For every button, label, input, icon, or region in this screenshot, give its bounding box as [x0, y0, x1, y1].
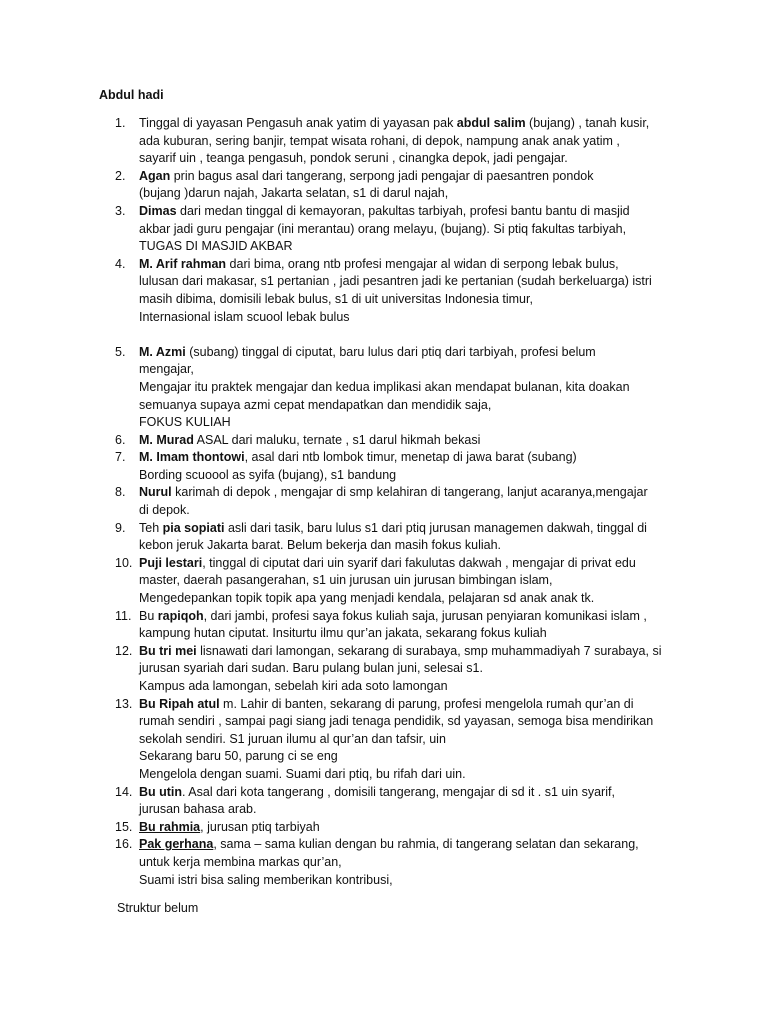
document-title: Abdul hadi — [99, 88, 164, 102]
list-item-line: jurusan syariah dari sudan. Baru pulang bulan juni, selesai s1. — [139, 661, 483, 676]
person-name: pia sopiati — [162, 520, 225, 535]
list-item-line: Agan prin bagus asal dari tangerang, serpong jadi pengajar di paesantren pondok — [139, 168, 594, 183]
list-item-line: semuanya supaya azmi cepat mendapatkan dan mendidik saja, — [139, 397, 492, 412]
list-item-line: Sekarang baru 50, parung ci se eng — [139, 749, 338, 764]
list-item-number: 15. — [115, 819, 133, 834]
list-item — [99, 608, 679, 643]
person-name: M. Arif rahman — [139, 256, 227, 271]
list-item — [99, 555, 679, 608]
list-item-line: M. Azmi (subang) tinggal di ciputat, baru lulus dari ptiq dari tarbiyah, profesi belum — [139, 344, 596, 359]
person-name: Nurul — [139, 485, 172, 500]
list-item — [99, 168, 679, 203]
list-item-line: M. Murad ASAL dari maluku, ternate , s1 darul hikmah bekasi — [139, 432, 481, 447]
list-item — [99, 643, 679, 696]
list-item-number: 8. — [115, 485, 126, 500]
list-item-number: 5. — [115, 344, 126, 359]
person-name: M. Murad — [139, 432, 194, 447]
person-name: abdul salim — [456, 116, 526, 130]
list-item-line: Bu rahmia, jurusan ptiq tarbiyah — [139, 819, 320, 834]
list-item-number: 12. — [115, 643, 133, 658]
list-item — [99, 344, 679, 432]
list-item-line: M. Imam thontowi, asal dari ntb lombok timur, menetap di jawa barat (subang) — [139, 450, 577, 465]
list-item-number: 16. — [115, 837, 133, 852]
list-item-line: FOKUS KULIAH — [139, 415, 231, 430]
list-item — [99, 203, 679, 256]
list-item-line: kebon jeruk Jakarta barat. Belum bekerja dan masih fokus kuliah. — [139, 538, 501, 553]
list-item-number: 2. — [115, 168, 126, 183]
list-item-number: 13. — [115, 696, 133, 711]
person-name-underlined: Pak gerhana — [139, 837, 214, 852]
person-name-underlined: Bu rahmia — [139, 819, 201, 834]
list-item-line: master, daerah pasangerahan, s1 uin jurusan uin jurusan bimbingan islam, — [139, 573, 553, 588]
list-item-number: 11. — [115, 608, 132, 623]
list-item-line: TUGAS DI MASJID AKBAR — [139, 239, 293, 254]
list-item-number: 7. — [115, 450, 126, 465]
list-item-line: Tinggal di yayasan Pengasuh anak yatim di yayasan pak abdul salim (bujang) , tanah kusir, — [139, 116, 650, 130]
list-item-line: Internasional islam scuool lebak bulus — [139, 309, 350, 324]
list-item-line: Mengajar itu praktek mengajar dan kedua implikasi akan mendapat bulanan, kita doakan — [139, 379, 630, 394]
list-item-line: untuk kerja membina markas qur’an, — [139, 854, 342, 869]
list-item-number: 9. — [115, 520, 126, 535]
list-item — [99, 484, 679, 519]
list-item — [99, 256, 679, 344]
person-name: M. Imam thontowi — [139, 450, 245, 465]
list-item-line: Puji lestari, tinggal di ciputat dari uin syarif dari fakulutas dakwah , mengajar di privat edu — [139, 555, 636, 570]
list-item-line: jurusan bahasa arab. — [139, 802, 257, 817]
list-item-number: 1. — [115, 116, 126, 130]
list-item-number: 3. — [115, 203, 126, 218]
list-item-line: di depok. — [139, 503, 190, 518]
footer-note: Struktur belum — [117, 901, 199, 915]
person-name: Bu Ripah atul — [139, 696, 220, 711]
list-item-line: Mengelola dengan suami. Suami dari ptiq, bu rifah dari uin. — [139, 766, 466, 781]
list-item-line: Suami istri bisa saling memberikan kontribusi, — [139, 872, 393, 887]
person-name: Agan — [139, 168, 171, 183]
list-item-line: Kampus ada lamongan, sebelah kiri ada soto lamongan — [139, 679, 448, 693]
list-item — [99, 784, 679, 819]
person-name: Bu utin — [139, 784, 183, 799]
list-item-line: Nurul karimah di depok , mengajar di smp kelahiran di tangerang, lanjut acaranya,mengajar — [139, 485, 648, 500]
list-item-line: Pak gerhana, sama – sama kulian dengan bu rahmia, di tangerang selatan dan sekarang, — [139, 837, 639, 852]
list-item-line: kampung hutan ciputat. Insiturtu ilmu qur’an jakata, sekarang fokus kuliah — [139, 626, 547, 641]
list-item — [99, 432, 679, 450]
list-item-line: Bu utin. Asal dari kota tangerang , domisili tangerang, mengajar di sd it . s1 uin syarif, — [139, 784, 615, 799]
person-name: rapiqoh — [157, 608, 204, 623]
list-item-line: Dimas dari medan tinggal di kemayoran, pakultas tarbiyah, profesi bantu bantu di masjid — [139, 203, 630, 218]
list-item-line: mengajar, — [139, 362, 194, 377]
person-name: Puji lestari — [139, 555, 203, 570]
person-name: Dimas — [139, 203, 177, 218]
list-item — [99, 115, 679, 168]
person-name: M. Azmi — [139, 344, 186, 359]
list-item-line: Bu tri mei lisnawati dari lamongan, sekarang di surabaya, smp muhammadiyah 7 surabaya, si — [139, 643, 662, 658]
list-item-line: Bording scuoool as syifa (bujang), s1 bandung — [139, 467, 397, 482]
list-item-line: lulusan dari makasar, s1 pertanian , jadi pesantren jadi ke pertanian (sudah berkeluarga) istri — [139, 274, 652, 289]
blank-line — [139, 326, 679, 344]
numbered-list — [99, 115, 679, 889]
list-item-line: sayarif uin , teanga pengasuh, pondok seruni , cinangka depok, jadi pengajar. — [139, 151, 568, 166]
list-item — [99, 449, 679, 484]
person-name: Bu tri mei — [139, 643, 197, 658]
list-item-line: Mengedepankan topik topik apa yang menjadi kendala, pelajaran sd anak anak tk. — [139, 591, 595, 606]
list-item-line: masih dibima, domisili lebak bulus, s1 di uit universitas Indonesia timur, — [139, 291, 533, 306]
list-item-line: Bu Ripah atul m. Lahir di banten, sekarang di parung, profesi mengelola rumah qur’an di — [139, 696, 634, 711]
list-item — [99, 520, 679, 555]
list-item-number: 14. — [115, 784, 133, 799]
list-item-line: sekolah sendiri. S1 juruan ilumu al qur’an dan tafsir, uin — [139, 731, 446, 746]
list-item-line: (bujang )darun najah, Jakarta selatan, s1 di darul najah, — [139, 186, 449, 201]
list-item-line: Teh pia sopiati asli dari tasik, baru lulus s1 dari ptiq jurusan managemen dakwah, tinggal di — [139, 520, 647, 535]
list-item-line: Bu rapiqoh, dari jambi, profesi saya fokus kuliah saja, jurusan penyiaran komunikasi islam , — [139, 608, 647, 623]
list-item-number: 6. — [115, 432, 126, 447]
list-item-line: ada kuburan, sering banjir, tempat wisata rohani, di depok, nampung anak anak yatim , — [139, 133, 620, 148]
list-item-line: rumah sendiri , sampai pagi siang jadi tenaga pendidik, sd yayasan, semoga bisa mendirikan — [139, 714, 654, 729]
list-item — [99, 836, 679, 889]
list-item-number: 4. — [115, 256, 126, 271]
list-item — [99, 819, 679, 837]
list-item-line: akbar jadi guru pengajar (ini merantau) orang melayu, (bujang). Si ptiq fakultas tarbiyah, — [139, 221, 627, 236]
list-item — [99, 696, 679, 784]
list-item-number: 10. — [115, 555, 133, 570]
list-item-line: M. Arif rahman dari bima, orang ntb profesi mengajar al widan di serpong lebak bulus, — [139, 256, 619, 271]
